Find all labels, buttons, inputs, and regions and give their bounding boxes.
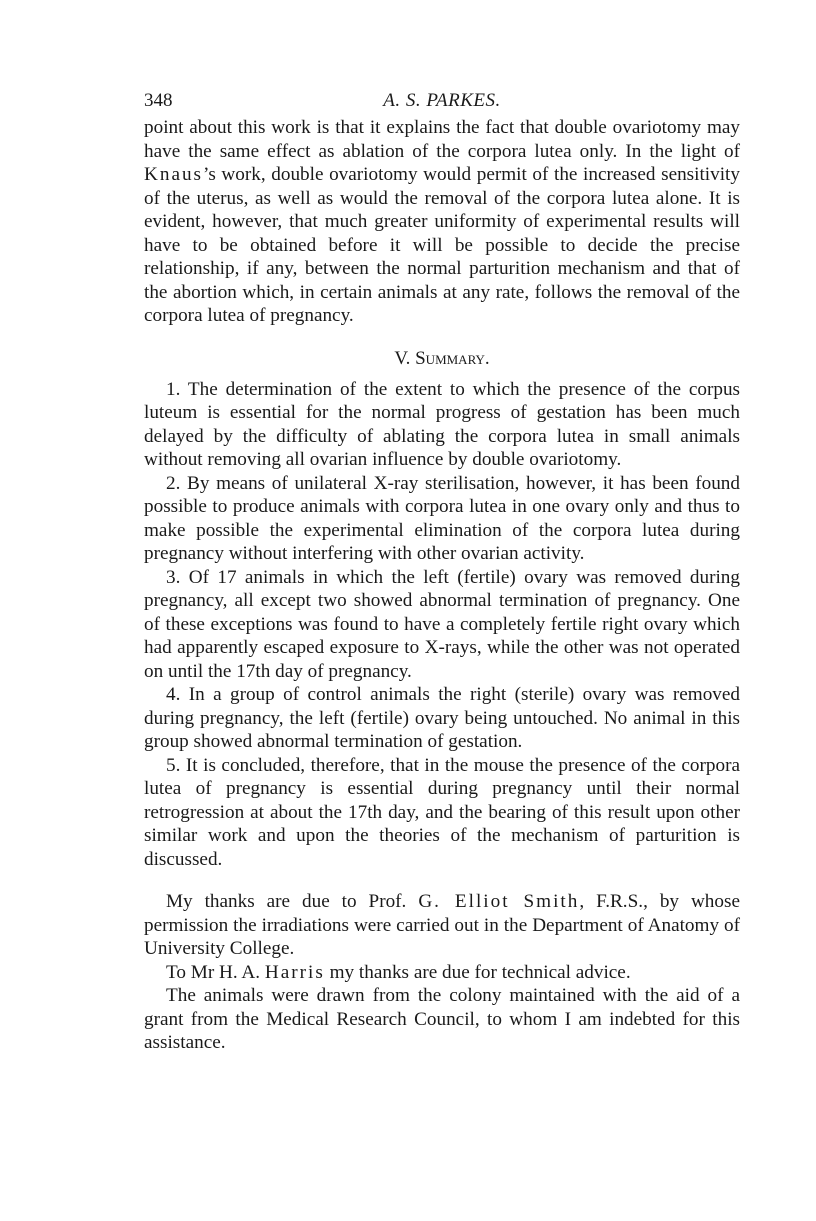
- page-number: 348: [144, 90, 173, 111]
- ack-1-name: G. Elliot Smith: [418, 891, 580, 912]
- ack-1-text-a: My thanks are due to Prof.: [166, 891, 419, 912]
- acknowledgment-paragraph: [144, 961, 740, 985]
- ack-2-name: Harris: [264, 961, 325, 983]
- section-heading: [144, 347, 740, 371]
- summary-item: 1. The determination of the extent to which the presence of the corpus luteum is essential for the normal progress of gestation has been much delayed by the difficulty of ablating the corpora lutea in small animals without removing all ovarian influence by double ovariotomy.: [144, 378, 740, 470]
- running-title: A. S. PARKES.: [383, 90, 501, 111]
- ack-2-text-b: my thanks are due for technical advice.: [324, 961, 631, 983]
- cited-author: Knaus: [144, 164, 204, 185]
- summary-item: 5. It is concluded, therefore, that in the mouse the presence of the corpora lutea of pregnancy is essential during pregnancy until their normal retrogression at about the 17th day, and the bearing of this result upon other similar work and upon the theories of the mechanism of parturition is discussed.: [144, 754, 740, 870]
- summary-item: 4. In a group of control animals the right (sterile) ovary was removed during pregnancy, the left (fertile) ovary being untouched. No animal in this group showed abnormal termination of gestation.: [144, 684, 740, 752]
- ack-2-text-a: To Mr H. A.: [166, 961, 265, 983]
- section-title: Summary.: [415, 347, 490, 369]
- continuation-paragraph: [144, 116, 740, 328]
- continuation-text-2: ’s work, double ovariotomy would permit of the increased sensitivity of the uterus, as well as would the removal of the corpora lutea alone. It is evident, however, that much greater uniformity of experimental results will have to be obtained before it will be possible to decide the precise relationship, if any, between the normal parturition mechanism and that of the abortion which, in certain animals at any rate, follows the removal of the corpora lutea of pregnancy.: [144, 164, 740, 326]
- summary-item: 3. Of 17 animals in which the left (fertile) ovary was removed during pregnancy, all except two showed abnormal termination of pregnancy. One of these exceptions was found to have a completely fertile right ovary which had apparently escaped exposure to X-rays, while the other was not operated on until the 17th day of pregnancy.: [144, 566, 740, 682]
- spacer: [144, 871, 740, 890]
- running-head: [144, 86, 740, 116]
- acknowledgment-paragraph: [144, 890, 740, 961]
- ack-1-text-b: , F.R.S., by whose permission the irradiations were carried out in the Department of Anatomy of University College.: [144, 891, 740, 959]
- acknowledgment-paragraph: The animals were drawn from the colony maintained with the aid of a grant from the Medical Research Council, to whom I am indebted for this assistance.: [144, 985, 740, 1053]
- continuation-text-1: point about this work is that it explains the fact that double ovariotomy may have the same effect as ablation of the corpora lutea only. In the light of: [144, 117, 740, 162]
- section-number: V.: [394, 347, 411, 369]
- summary-item: 2. By means of unilateral X-ray sterilisation, however, it has been found possible to produce animals with corpora lutea in one ovary only and thus to make possible the experimental elimination of the corpora lutea during pregnancy without interfering with other ovarian activity.: [144, 472, 740, 564]
- page: [144, 86, 740, 1055]
